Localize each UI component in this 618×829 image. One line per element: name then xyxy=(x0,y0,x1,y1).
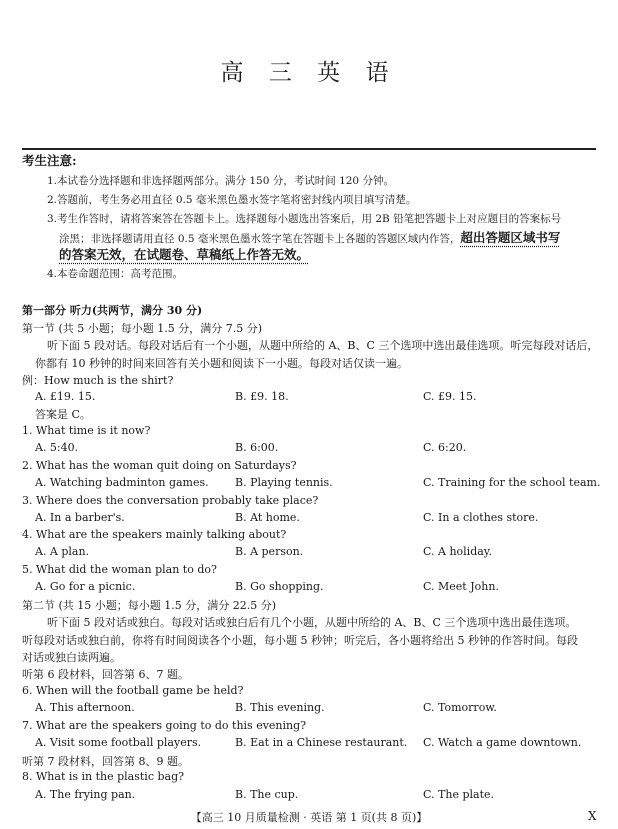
notice-item-3-line-2 xyxy=(59,228,560,246)
question-1: 1. What time is it now? xyxy=(22,424,151,437)
question-3-option-b: B. At home. xyxy=(235,511,300,524)
question-8: 8. What is in the plastic bag? xyxy=(22,770,185,783)
example-option-c: C. £9. 15. xyxy=(423,390,477,403)
notice-item-3-line-3: 的答案无效，在试题卷、草稿纸上作答无效。 xyxy=(59,247,310,262)
page-footer: 【高三 10 月质量检测 · 英语 第 1 页(共 8 页)】 xyxy=(190,811,428,824)
question-4-option-b: B. A person. xyxy=(235,545,304,558)
example-answer: 答案是 C。 xyxy=(35,408,91,421)
notice-item-2: 2.答题前，考生务必用直径 0.5 毫米黑色墨水签字笔将密封线内项目填写清楚。 xyxy=(47,194,417,206)
notice-emphasis-1: 超出答题区域书写 xyxy=(460,230,561,245)
example-option-b: B. £9. 18. xyxy=(235,390,289,403)
question-7: 7. What are the speakers going to do this evening? xyxy=(22,719,307,732)
section2-heading: 第二节 (共 15 小题；每小题 1.5 分，满分 22.5 分) xyxy=(22,599,277,612)
notice-heading: 考生注意: xyxy=(22,153,77,168)
question-7-option-c: C. Watch a game downtown. xyxy=(423,736,582,749)
question-1-option-a: A. 5:40. xyxy=(35,441,79,454)
question-5-option-c: C. Meet John. xyxy=(423,580,499,593)
question-7-option-a: A. Visit some football players. xyxy=(35,736,202,749)
question-2-option-a: A. Watching badminton games. xyxy=(35,476,209,489)
question-8-option-a: A. The frying pan. xyxy=(35,788,136,801)
part1-heading: 第一部分 听力(共两节，满分 30 分) xyxy=(22,304,203,317)
question-8-option-b: B. The cup. xyxy=(235,788,299,801)
question-3: 3. Where does the conversation probably take place? xyxy=(22,494,319,507)
question-4: 4. What are the speakers mainly talking about? xyxy=(22,528,287,541)
question-5-option-a: A. Go for a picnic. xyxy=(35,580,136,593)
question-4-option-a: A. A plan. xyxy=(35,545,90,558)
section1-heading: 第一节 (共 5 小题；每小题 1.5 分，满分 7.5 分) xyxy=(22,322,263,335)
question-4-option-c: C. A holiday. xyxy=(423,545,493,558)
notice-item-4: 4.本卷命题范围：高考范围。 xyxy=(47,268,184,280)
question-2: 2. What has the woman quit doing on Saturdays? xyxy=(22,459,297,472)
notice-item-3-line-2-text: 涂黑；非选择题请用直径 0.5 毫米黑色墨水签字笔在答题卡上各题的答题区域内作答， xyxy=(59,233,461,245)
notice-item-3-line-1: 3.考生作答时，请将答案答在答题卡上。选择题每小题选出答案后，用 2B 铅笔把答题卡上对应题目的答案标号 xyxy=(47,213,562,225)
question-6-option-b: B. This evening. xyxy=(235,701,325,714)
section1-instruction-1: 听下面 5 段对话。每段对话后有一个小题，从题中所给的 A、B、C 三个选项中选出最佳选项。听完每段对话后， xyxy=(47,339,599,352)
question-6-option-c: C. Tomorrow. xyxy=(423,701,497,714)
question-5: 5. What did the woman plan to do? xyxy=(22,563,217,576)
listen-material-7: 听第 7 段材料，回答第 8、9 题。 xyxy=(22,755,189,768)
section2-instruction-3: 对话或独白读两遍。 xyxy=(22,651,121,664)
question-5-option-b: B. Go shopping. xyxy=(235,580,324,593)
question-1-option-b: B. 6:00. xyxy=(235,441,279,454)
listen-material-6: 听第 6 段材料，回答第 6、7 题。 xyxy=(22,668,189,681)
notice-item-1: 1.本试卷分选择题和非选择题两部分。满分 150 分，考试时间 120 分钟。 xyxy=(47,175,394,187)
header-rule xyxy=(22,148,596,150)
question-2-option-b: B. Playing tennis. xyxy=(235,476,333,489)
question-6-option-a: A. This afternoon. xyxy=(35,701,135,714)
question-7-option-b: B. Eat in a Chinese restaurant. xyxy=(235,736,408,749)
section1-instruction-2: 你都有 10 秒钟的时间来回答有关小题和阅读下一小题。每段对话仅读一遍。 xyxy=(35,357,408,370)
question-8-option-c: C. The plate. xyxy=(423,788,494,801)
question-3-option-a: A. In a barber's. xyxy=(35,511,125,524)
page-title: 高 三 英 语 xyxy=(220,60,398,86)
question-6: 6. When will the football game be held? xyxy=(22,684,244,697)
section2-instruction-1: 听下面 5 段对话或独白。每段对话或独白后有几个小题，从题中所给的 A、B、C 三个选项中选出最佳选项。 xyxy=(47,616,577,629)
example-question: 例：How much is the shirt? xyxy=(22,374,174,387)
question-2-option-c: C. Training for the school team. xyxy=(423,476,601,489)
question-3-option-c: C. In a clothes store. xyxy=(423,511,539,524)
corner-mark: X xyxy=(588,809,597,823)
example-option-a: A. £19. 15. xyxy=(35,390,96,403)
question-1-option-c: C. 6:20. xyxy=(423,441,467,454)
section2-instruction-2: 听每段对话或独白前，你将有时间阅读各个小题，每小题 5 秒钟；听完后，各小题将给出 5 秒钟的作答时间。每段 xyxy=(22,634,578,647)
